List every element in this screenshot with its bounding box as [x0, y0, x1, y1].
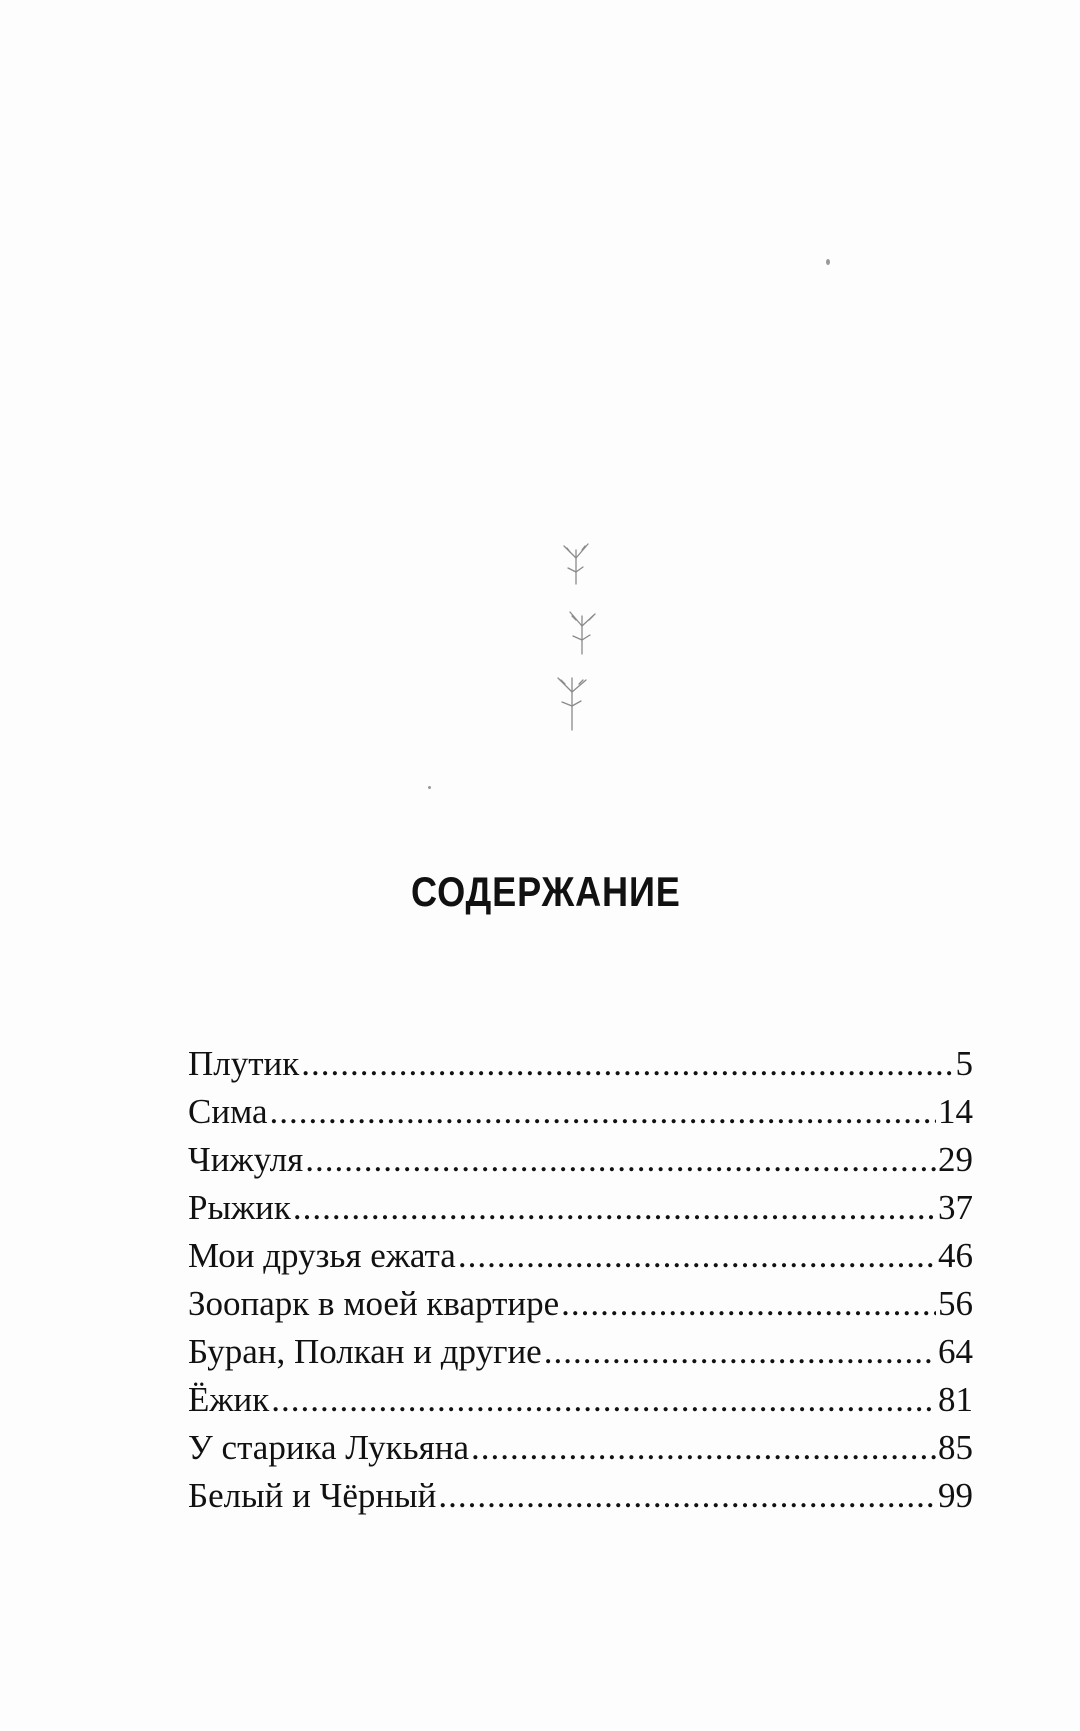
toc-page-number: 14 [938, 1092, 973, 1131]
toc-entry-title: Мои друзья ежата [188, 1236, 456, 1275]
toc-entry [188, 1424, 973, 1472]
toc-page-number: 85 [938, 1428, 973, 1467]
toc-entry [188, 1184, 973, 1232]
toc-entry-title: У старика Лукьяна [188, 1428, 470, 1467]
dot-leader [471, 1424, 936, 1472]
toc-page-number: 99 [938, 1476, 973, 1515]
bird-tracks-icon [540, 540, 600, 740]
toc-entry [188, 1232, 973, 1280]
toc-entry [188, 1328, 973, 1376]
toc-entry-title: Плутик [188, 1044, 300, 1083]
toc-entry [188, 1136, 973, 1184]
toc-entry [188, 1472, 973, 1520]
toc-page-number: 37 [938, 1188, 973, 1227]
dot-leader [270, 1088, 936, 1136]
page-title: СОДЕРЖАНИЕ [411, 868, 681, 916]
toc-entry-title: Белый и Чёрный [188, 1476, 437, 1515]
dot-leader [301, 1040, 953, 1088]
toc-page-number: 56 [938, 1284, 973, 1323]
dot-leader [458, 1232, 936, 1280]
toc-page-number: 46 [938, 1236, 973, 1275]
toc-entry-title: Чижуля [188, 1140, 304, 1179]
toc-page-number: 5 [955, 1044, 973, 1083]
dot-leader [305, 1136, 936, 1184]
toc-page-number: 29 [938, 1140, 973, 1179]
paper-speck [428, 786, 431, 789]
toc-entry [188, 1040, 973, 1088]
dot-leader [271, 1376, 936, 1424]
dot-leader [544, 1328, 936, 1376]
dot-leader [438, 1472, 936, 1520]
toc-entry-title: Зоопарк в моей квартире [188, 1284, 560, 1323]
toc-entry-title: Ёжик [188, 1380, 270, 1419]
toc-entry-title: Рыжик [188, 1188, 291, 1227]
toc-entry-title: Буран, Полкан и другие [188, 1332, 542, 1371]
dot-leader [293, 1184, 936, 1232]
toc-entry [188, 1376, 973, 1424]
toc-entry [188, 1088, 973, 1136]
toc-page-number: 81 [938, 1380, 973, 1419]
dot-leader [561, 1280, 936, 1328]
table-of-contents [188, 1040, 973, 1520]
toc-page-number: 64 [938, 1332, 973, 1371]
toc-entry [188, 1280, 973, 1328]
toc-entry-title: Сима [188, 1092, 268, 1131]
paper-speck [826, 259, 830, 265]
